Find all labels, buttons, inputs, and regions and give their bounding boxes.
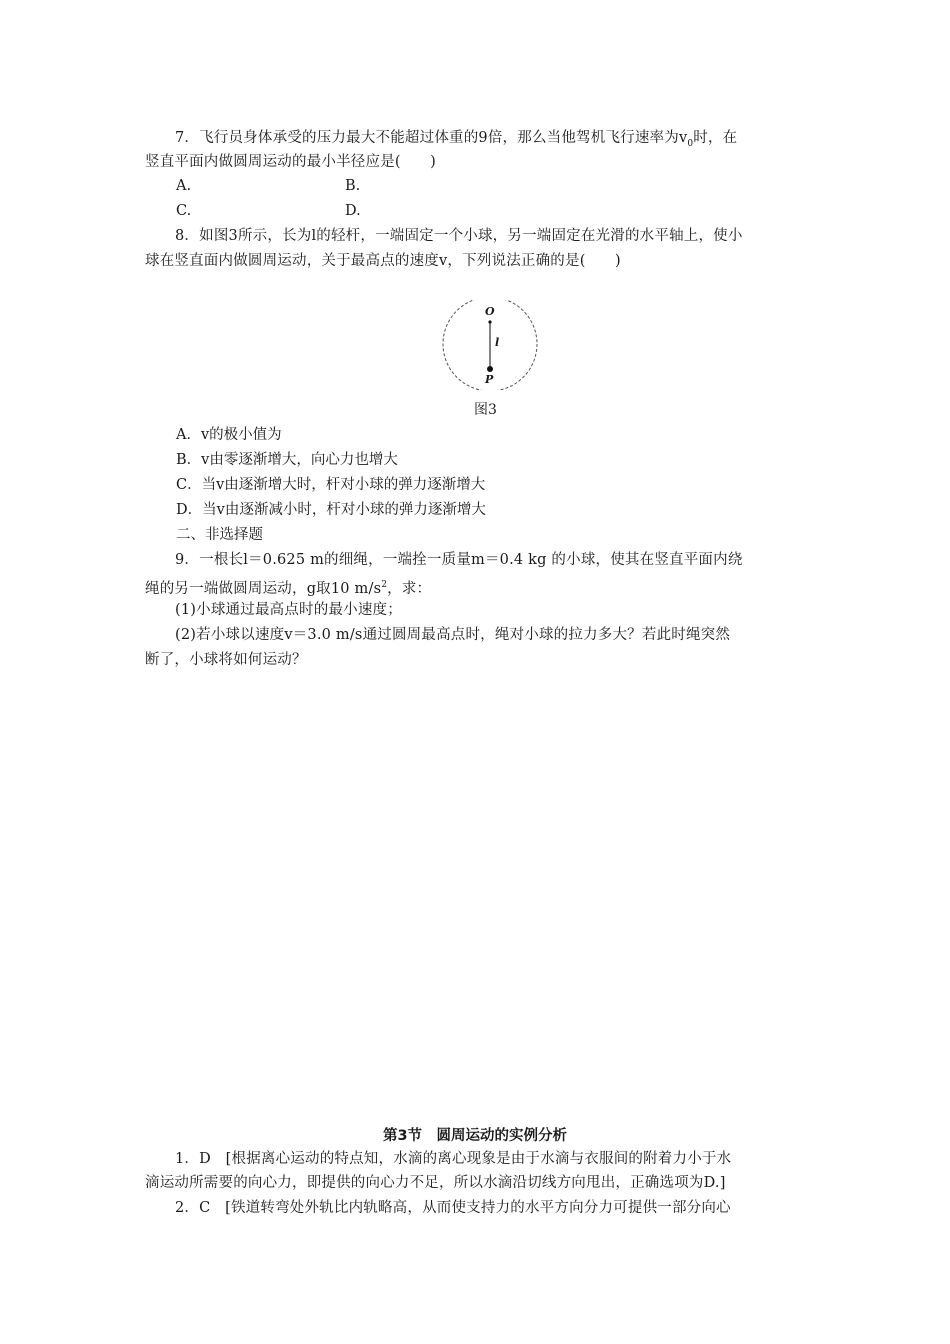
q7-text-end: 时，在 xyxy=(693,130,738,146)
q8-option-d: D．当v由逐渐减小时，杆对小球的弹力逐渐增大 xyxy=(176,502,486,518)
q8-option-c: C．当v由逐渐增大时，杆对小球的弹力逐渐增大 xyxy=(176,477,486,493)
q8-option-a: A．v的极小值为 xyxy=(176,427,282,443)
q7-text: 7．飞行员身体承受的压力最大不能超过体重的9倍，那么当他驾机飞行速率为v xyxy=(175,130,688,146)
q9-stem-line1: 9．一根长l＝0.625 m的细绳，一端拴一质量m＝0.4 kg 的小球，使其在竖直平面内绕 xyxy=(175,552,743,568)
q8-stem-line2: 球在竖直面内做圆周运动，关于最高点的速度v，下列说法正确的是( ) xyxy=(145,253,621,269)
label-p: P xyxy=(485,373,494,386)
label-l: l xyxy=(495,336,500,349)
v-subscript: 0 xyxy=(687,138,694,149)
label-o: O xyxy=(485,305,495,318)
q9-part1: (1)小球通过最高点时的最小速度； xyxy=(175,602,402,618)
q9-stem-line2 xyxy=(145,573,810,601)
q7-option-a: A. xyxy=(176,178,192,194)
answer-1-line1: 1．D [根据离心运动的特点知，水滴的离心现象是由于水滴与衣服间的附着力小于水 xyxy=(175,1151,732,1167)
q7-option-b: B. xyxy=(345,178,361,194)
q9-part2-line2: 断了，小球将如何运动？ xyxy=(145,652,307,668)
answers-title: 第3节 圆周运动的实例分析 xyxy=(382,1128,568,1144)
q9-text-end: ，求： xyxy=(387,580,432,597)
q8-stem-line1: 8．如图3所示，长为l的轻杆，一端固定一个小球，另一端固定在光滑的水平轴上，使小 xyxy=(175,228,743,244)
answer-1-line2: 滴运动所需要的向心力，即提供的向心力不足，所以水滴沿切线方向甩出，正确选项为D.] xyxy=(145,1175,726,1191)
q9-part2-line1: (2)若小球以速度v＝3.0 m/s通过圆周最高点时，绳对小球的拉力多大？若此时绳突然 xyxy=(175,627,731,643)
q7-stem-line2: 竖直平面内做圆周运动的最小半径应是( ) xyxy=(145,154,437,170)
figure-caption: 图3 xyxy=(474,402,497,418)
answer-2-line1: 2．C [铁道转弯处外轨比内轨略高，从而使支持力的水平方向分力可提供一部分向心 xyxy=(175,1200,731,1216)
superscript: 2 xyxy=(381,580,388,590)
q8-option-b: B．v由零逐渐增大，向心力也增大 xyxy=(176,452,398,468)
q7-option-d: D. xyxy=(345,203,361,219)
q7-option-c: C. xyxy=(176,203,192,219)
section-heading: 二、非选择题 xyxy=(176,527,263,543)
q9-text: 绳的另一端做圆周运动，g取10 m/s xyxy=(145,580,382,597)
